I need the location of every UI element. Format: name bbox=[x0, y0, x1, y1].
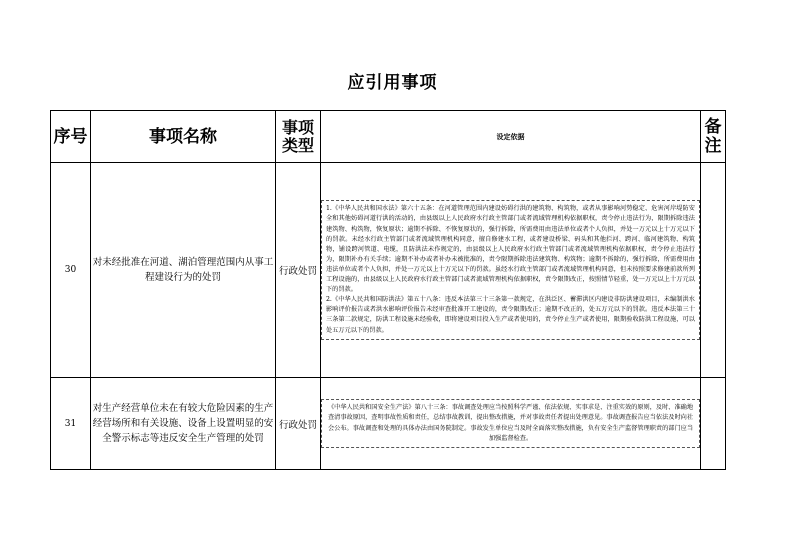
header-note-line2: 注 bbox=[704, 135, 722, 156]
row-note bbox=[701, 163, 726, 378]
row-basis bbox=[321, 378, 701, 470]
row-seq: 30 bbox=[51, 163, 91, 378]
basis-paragraph: 2.《中华人民共和国防洪法》第五十八条：违反本法第三十三条第一款规定，在洪泛区、蓄滞洪区内建设非防洪建设项目，未编制洪水影响评价报告或者洪水影响评价报告未经审查批准开工建设的，责令限期改正；逾期不改正的，处五万元以下的罚款。违反本法第三十三条第二款规定，防洪工程设施未经验收，即将建设项目投入生产或者使用的，责令停止生产或者使用，限期验收防洪工程设施，可以处五万元以下的罚款。 bbox=[326, 296, 695, 334]
basis-text-box bbox=[321, 399, 700, 447]
basis-paragraph: 1.《中华人民共和国水法》第六十五条：在河道管理范围内建设妨碍行洪的建筑物、构筑物，或者从事影响河势稳定、危害河岸堤防安全和其他妨碍河道行洪的活动的，由县级以上人民政府水行政主管部门或者流域管理机构依据职权，责令停止违法行为，限期拆除违法建筑物、构筑物，恢复原状；逾期不拆除、不恢复原状的，强行拆除，所需费用由违法单位或者个人负担，并处一万元以上十万元以下的罚款。未经水行政主管部门或者流域管理机构同意，擅自修建水工程，或者建设桥梁、码头和其他拦河、跨河、临河建筑物、构筑物，铺设跨河管道、电缆，且防洪法未作规定的，由县级以上人民政府水行政主管部门或者流域管理机构依据职权，责令停止违法行为，限期补办有关手续；逾期不补办或者补办未被批准的，责令限期拆除违法建筑物、构筑物；逾期不拆除的，强行拆除，所需费用由违法单位或者个人负担，并处一万元以上十万元以下的罚款。虽经水行政主管部门或者流域管理机构同意，但未按照要求修建前款所列工程设施的，由县级以上人民政府水行政主管部门或者流域管理机构依据职权，责令限期改正，按照情节轻重，处一万元以上十万元以下的罚款。 bbox=[326, 205, 695, 294]
table-row bbox=[51, 378, 726, 470]
page-title: 应引用事项 bbox=[347, 73, 438, 93]
basis-paragraph: 《中华人民共和国安全生产法》第八十三条：事故调查处理应当按照科学严谨、依法依规、实事求是、注重实效的原则，及时、准确地查清事故原因，查明事故性质和责任，总结事故教训，提出整改措施，并对事故责任者提出处理意见。事故调查报告应当依法及时向社会公布。事故调查和处理的具体办法由国务院制定。事故发生单位应当及时全面落实整改措施，负有安全生产监督管理职责的部门应当加强监督检查。 bbox=[327, 404, 694, 442]
header-type-line2: 类型 bbox=[281, 135, 314, 155]
row-type: 行政处罚 bbox=[276, 378, 321, 470]
row-note bbox=[701, 378, 726, 470]
header-type-line1: 事项 bbox=[281, 117, 314, 137]
table-row bbox=[51, 163, 726, 378]
row-seq: 31 bbox=[51, 378, 91, 470]
row-type: 行政处罚 bbox=[276, 163, 321, 378]
header-row bbox=[51, 111, 726, 163]
header-note bbox=[701, 111, 726, 163]
header-basis: 设定依据 bbox=[321, 111, 701, 163]
matters-table bbox=[50, 110, 726, 470]
header-type bbox=[276, 111, 321, 163]
header-note-line1: 备 bbox=[704, 116, 722, 137]
row-name: 对生产经营单位未在有较大危险因素的生产经营场所和有关设施、设备上设置明显的安全警示标志等违反安全生产管理的处罚 bbox=[91, 378, 276, 470]
basis-text-box bbox=[321, 200, 700, 339]
row-name: 对未经批准在河道、湖泊管理范围内从事工程建设行为的处罚 bbox=[91, 163, 276, 378]
row-basis bbox=[321, 163, 701, 378]
header-seq: 序号 bbox=[51, 111, 91, 163]
header-name: 事项名称 bbox=[91, 111, 276, 163]
